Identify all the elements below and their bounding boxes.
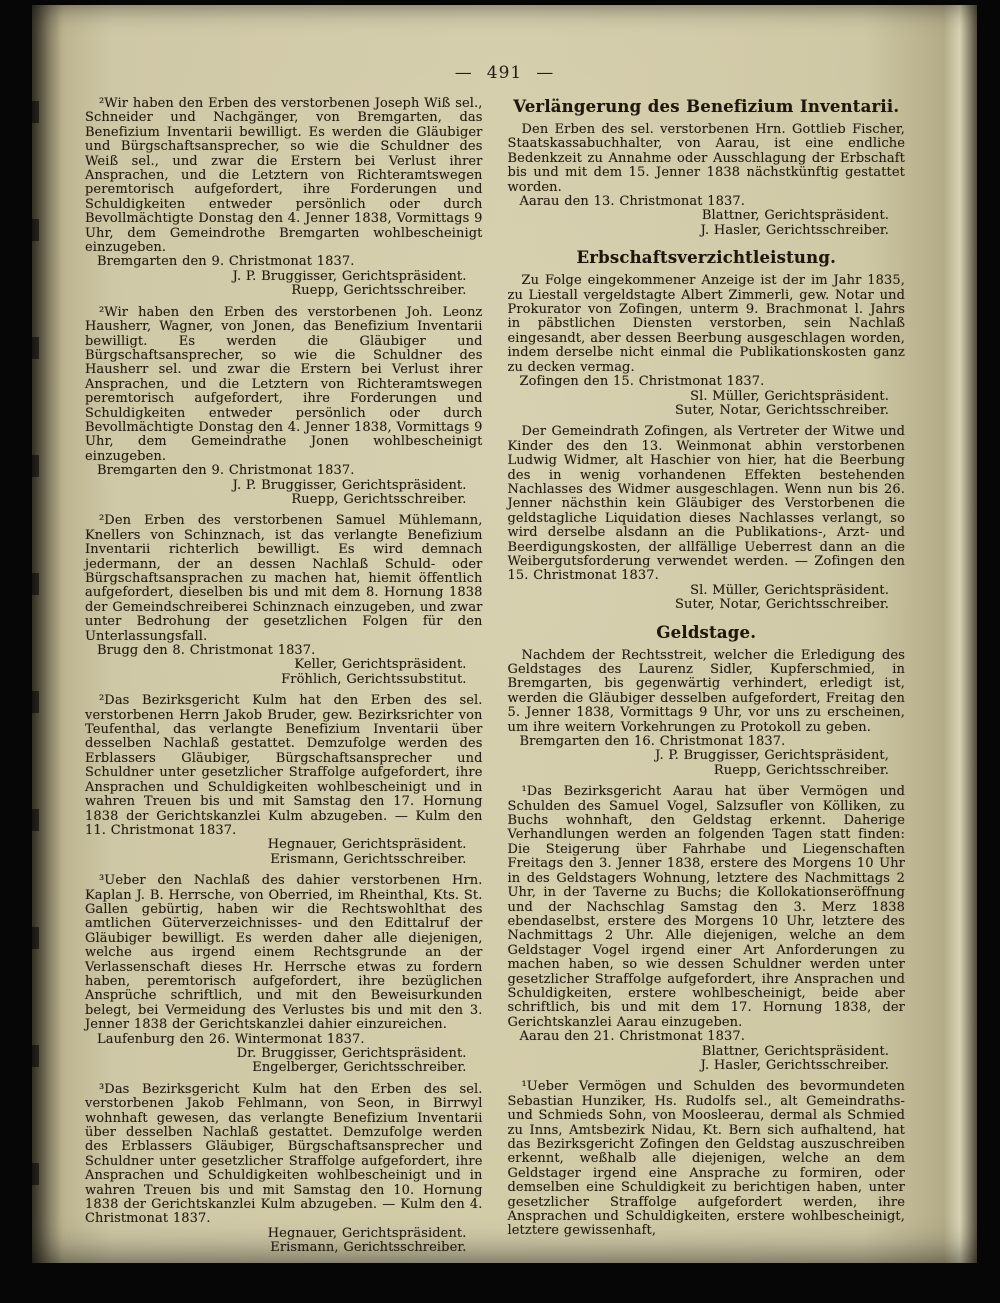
signature-line: Sl. Müller, Gerichtspräsident. (690, 582, 889, 598)
notice-body: ²Das Bezirksgericht Kulm hat den Erben des sel. verstorbenen Herrn Jakob Bruder, gew. Bezirksrichter von Teufenthal, das verlangte Benefizium Inventarii über desselben Nachlaß gestattet. Demzufolge werden des Erblassers Gläubiger, Bürgschaftsansprecher und Schuldner unter gesetzlicher Straffolge aufgefordert, ihre Ansprachen und Schuldigkeiten wohlbescheinigt und in wahren Treuen bis und mit Samstag den 17. Hornung 1838 der Gerichtskanzlei Kulm abzugeben. — Kulm den 11. Christmonat 1837. (85, 693, 483, 838)
signature-line: Suter, Notar, Gerichtsschreiber. (675, 402, 889, 418)
signature-line: Keller, Gerichtspräsident. (294, 657, 467, 673)
section-heading: Erbschaftsverzichtleistung. (576, 248, 837, 268)
notice (508, 425, 906, 612)
signature-line: Dr. Bruggisser, Gerichtspräsident. (236, 1046, 467, 1061)
book-gutter-shadow (32, 5, 62, 1263)
notice-body: Der Gemeindrath Zofingen, als Vertreter der Witwe und Kinder des den 13. Weinmonat abhin verstorbenen Ludwig Widmer, alt Haschier von hier, hat die Beerbung des in wenig vorhandenen Effekten bestehenden Nachlasses des Widmer ausgeschlagen. Wenn nun bis 26. Jenner nächsthin kein Gläubiger des Verstorbenen die geldstagliche Liquidation dieses Nachlasses verlangt, so wird derselbe alsdann an die Publikations-, Arzt- und Beerdigungskosten, der allfällige Ueberrest dann an die Weibergutsforderung verwendet werden. — Zofingen den 15. Christmonat 1837. (507, 424, 905, 584)
notice-body: Zu Folge eingekommener Anzeige ist der im Jahr 1835, zu Liestall vergeldstagte Albert Zimmerli, gew. Notar und Prokurator von Zofingen, unterm 9. Brachmonat l. Jahrs in päbstlichen Diensten verstorben, sein Nachlaß eingesandt, aber dessen Beerbung ausgeschlagen worden, indem derselbe nicht einmal die Publikationskosten ganz zu decken vermag. (507, 273, 905, 375)
notice (85, 1083, 483, 1256)
notice-dateline: Zofingen den 15. Christmonat 1837. (519, 374, 765, 390)
notice-dateline: Aarau den 21. Christmonat 1837. (519, 1029, 745, 1045)
section-heading: Verlängerung des Benefizium Inventarii. (513, 97, 900, 116)
notice (508, 1080, 906, 1238)
signature-line: J. Hasler, Gerichtsschreiber. (700, 1057, 889, 1073)
page-number-value: 491 (486, 63, 523, 83)
signature-line: Ruepp, Gerichtsschreiber. (713, 762, 889, 778)
notice-body: ²Wir haben den Erben des verstorbenen Joh. Leonz Hausherr, Wagner, von Jonen, das Benefizium Inventarii bewilligt. Es werden die Gläubiger und Bürgschaftsansprecher, so wie die Schuldner des Hausherr sel. und zwar die Erstern bei Verlust ihrer Ansprachen, und die Letztern von Richteramtswegen peremtorisch aufgefordert, ihre Forderungen und Schuldigkeiten entweder persönlich oder durch Bevollmächtigte Donstag den 4. Jenner 1838, Vormittags 9 Uhr, dem Gemeindrathe Jonen wohlbescheinigt einzugeben. (85, 304, 483, 464)
signature-line: J. P. Bruggisser, Gerichtspräsident. (232, 268, 467, 284)
newspaper-page (32, 5, 977, 1263)
signature-line: Sl. Müller, Gerichtspräsident. (690, 388, 889, 404)
signature-line: Erismann, Gerichtsschreiber. (270, 1240, 467, 1256)
signature-line: Ruepp, Gerichtsschreiber. (291, 283, 467, 299)
signature-line: Hegnauer, Gerichtspräsident. (267, 1225, 467, 1241)
signature-line: J. P. Bruggisser, Gerichtspräsident, (655, 748, 889, 764)
notice (85, 97, 483, 299)
page-number-dash: — (536, 63, 555, 83)
notice-body: ³Ueber den Nachlaß des dahier verstorbenen Hrn. Kaplan J. B. Herrsche, von Oberried, im Rheinthal, Kts. St. Gallen gebürtig, haben wir die Rechtswohlthat des amtlichen Güterverzeichnisses- und den Edittalruf der Gläubiger bewilligt. Es werden daher alle diejenigen, welche aus irgend einem Rechtsgrunde an der Verlassenschaft dieses Hr. Herrsche etwas zu fordern haben, peremtorisch aufgefordert, ihre bezüglichen Ansprüche schriftlich, und mit den Beweisurkunden belegt, bei Vermeidung des Verlustes bis und mit den 3. Jenner 1838 der Gerichtskanzlei dahier einzureichen. (85, 873, 483, 1033)
notice-dateline: Aarau den 13. Christmonat 1837. (519, 194, 745, 210)
notice-body: ²Wir haben den Erben des verstorbenen Joseph Wiß sel., Schneider und Nachgänger, von Bremgarten, das Benefizium Inventarii bewilligt. Es werden die Gläubiger und Bürgschaftsansprecher, so wie die Schuldner des Weiß sel., und zwar die Erstern bei Verlust ihrer Ansprachen, und die Letztern von Richteramtswegen peremtorisch aufgefordert, ihre Forderungen und Schuldigkeiten entweder persönlich oder durch Bevollmächtigte Donstag den 4. Jenner 1838, Vormittags 9 Uhr, dem Gemeindrothe Bremgarten wohlbescheinigt einzugeben. (85, 96, 483, 256)
signature-line: Blattner, Gerichtspräsident. (701, 208, 889, 224)
signature-line: Engelberger, Gerichtsschreiber. (252, 1060, 467, 1076)
notice (508, 649, 906, 779)
notice (508, 123, 906, 238)
binding-marks (32, 5, 39, 1263)
signature-line: Blattner, Gerichtspräsident. (701, 1043, 889, 1059)
notice-dateline: Brugg den 8. Christmonat 1837. (97, 643, 316, 659)
notice-body: Nachdem der Rechtsstreit, welcher die Erledigung des Geldstages des Laurenz Sidler, Kupferschmied, in Bremgarten, bis gegenwärtig verhindert, erledigt ist, werden die Gläubiger desselben aufgefordert, Freitag den 5. Jenner 1838, Vormittags 9 Uhr, vor uns zu erscheinen, um ihre weitern Vorkehrungen zu Protokoll zu geben. (507, 647, 905, 735)
notice-body: ¹Ueber Vermögen und Schulden des bevormundeten Sebastian Hunziker, Hs. Rudolfs sel., alt Gemeindraths- und Schmieds Sohn, von Moosleerau, dermal als Schmied zu Inns, Amtsbezirk Nidau, Kt. Bern sich aufhaltend, hat das Bezirksgericht Zofingen den Geldstag auszuschreiben erkennt, weßhalb alle diejenigen, welche an dem Geldstager irgend eine Ansprache zu formiren, oder demselben eine Schuldigkeit zu berichtigen haben, unter gesetzlicher Straffolge aufgefordert werden, ihre Ansprachen und Schuldigkeiten, erstere wohlbescheinigt, letztere gewissenhaft, (507, 1079, 905, 1239)
page-number-dash: — (454, 63, 473, 83)
signature-line: J. P. Bruggisser, Gerichtspräsident. (232, 477, 467, 493)
notice (85, 874, 483, 1076)
notice-body: ¹Das Bezirksgericht Aarau hat über Vermögen und Schulden des Samuel Vogel, Salzsufler von Kölliken, zu Buchs wohnhaft, den Geldstag erkennt. Daherige Verhandlungen werden an folgenden Tagen statt finden: Die Steigerung über Fahrhabe und Liegenschaften Freitags den 3. Jenner 1838, erstere des Morgens 10 Uhr in des Geldstagers Wohnung, letztere des Nachmittags 2 Uhr, in der Taverne zu Buchs; die Kollokationseröffnung und der Nachschlag Samstag den 3. Merz 1838 ebendaselbst, erstere des Morgens 10 Uhr, letztere des Nachmittags 2 Uhr. Alle diejenigen, welche an dem Geldstager Vogel irgend einer Art Anforderungen zu machen haben, so wie dessen Schuldner werden unter gesetzlicher Straffolge aufgefordert, ihre Ansprachen und Schuldigkeiten, erstere wohlbescheinigt, beide aber schriftlich, bis und mit dem 17. Hornung 1838, der Gerichtskanzlei Aarau einzugeben. (507, 784, 905, 1030)
section-heading: Geldstage. (656, 622, 757, 642)
notice-dateline: Bremgarten den 9. Christmonat 1837. (97, 463, 355, 479)
text-columns (85, 97, 905, 1263)
right-column (508, 97, 906, 1263)
notice-body: Den Erben des sel. verstorbenen Hrn. Gottlieb Fischer, Staatskassabuchhalter, von Aarau, ist eine endliche Bedenkzeit zu Annahme oder Ausschlagung der Erbschaft bis und mit dem 15. Jenner 1838 nächstkünftig gestattet worden. (507, 122, 905, 195)
notice-body: ³Das Bezirksgericht Kulm hat den Erben des sel. verstorbenen Jakob Fehlmann, von Seon, in Birrwyl wohnhaft gewesen, das verlangte Benefizium Inventarii über desselben Nachlaß gestattet. Demzufolge werden des Erblassers Gläubiger, Bürgschaftsansprecher und Schuldner unter gesetzlicher Straffolge aufgefordert, ihre Ansprachen und Schuldigkeiten wohlbescheinigt und in wahren Treuen bis und mit Samstag den 10. Hornung 1838 der Gerichtskanzlei Kulm abzugeben. — Kulm den 4. Christmonat 1837. (85, 1081, 483, 1227)
signature-line: J. Hasler, Gerichtsschreiber. (700, 222, 889, 238)
left-column (85, 97, 483, 1263)
notice (85, 306, 483, 508)
page-number (32, 63, 977, 83)
notice (508, 785, 906, 1073)
notice (85, 514, 483, 687)
notice-body: ²Den Erben des verstorbenen Samuel Mühlemann, Knellers von Schinznach, ist das verlangte Benefizium Inventarii richterlich bewilligt. Es wird demnach jedermann, der an dessen Nachlaß Schuld- oder Bürgschaftsansprachen zu machen hat, hiemit öffentlich aufgefordert, dieselben bis und mit dem 8. Hornung 1838 der Gemeindschreiberei Schinznach einzugeben, und zwar unter Bedrohung der gesetzlichen Folgen für den Unterlassungsfall. (85, 513, 483, 644)
notice-dateline: Bremgarten den 16. Christmonat 1837. (519, 734, 786, 750)
notice (85, 694, 483, 867)
notice-dateline: Laufenburg den 26. Wintermonat 1837. (97, 1031, 365, 1047)
signature-line: Suter, Notar, Gerichtsschreiber. (675, 597, 889, 613)
notice-dateline: Bremgarten den 9. Christmonat 1837. (97, 254, 355, 270)
signature-line: Hegnauer, Gerichtspräsident. (267, 837, 467, 853)
signature-line: Erismann, Gerichtsschreiber. (270, 851, 467, 867)
notice (508, 274, 906, 418)
signature-line: Ruepp, Gerichtsschreiber. (291, 491, 467, 507)
signature-line: Fröhlich, Gerichtssubstitut. (281, 671, 467, 687)
